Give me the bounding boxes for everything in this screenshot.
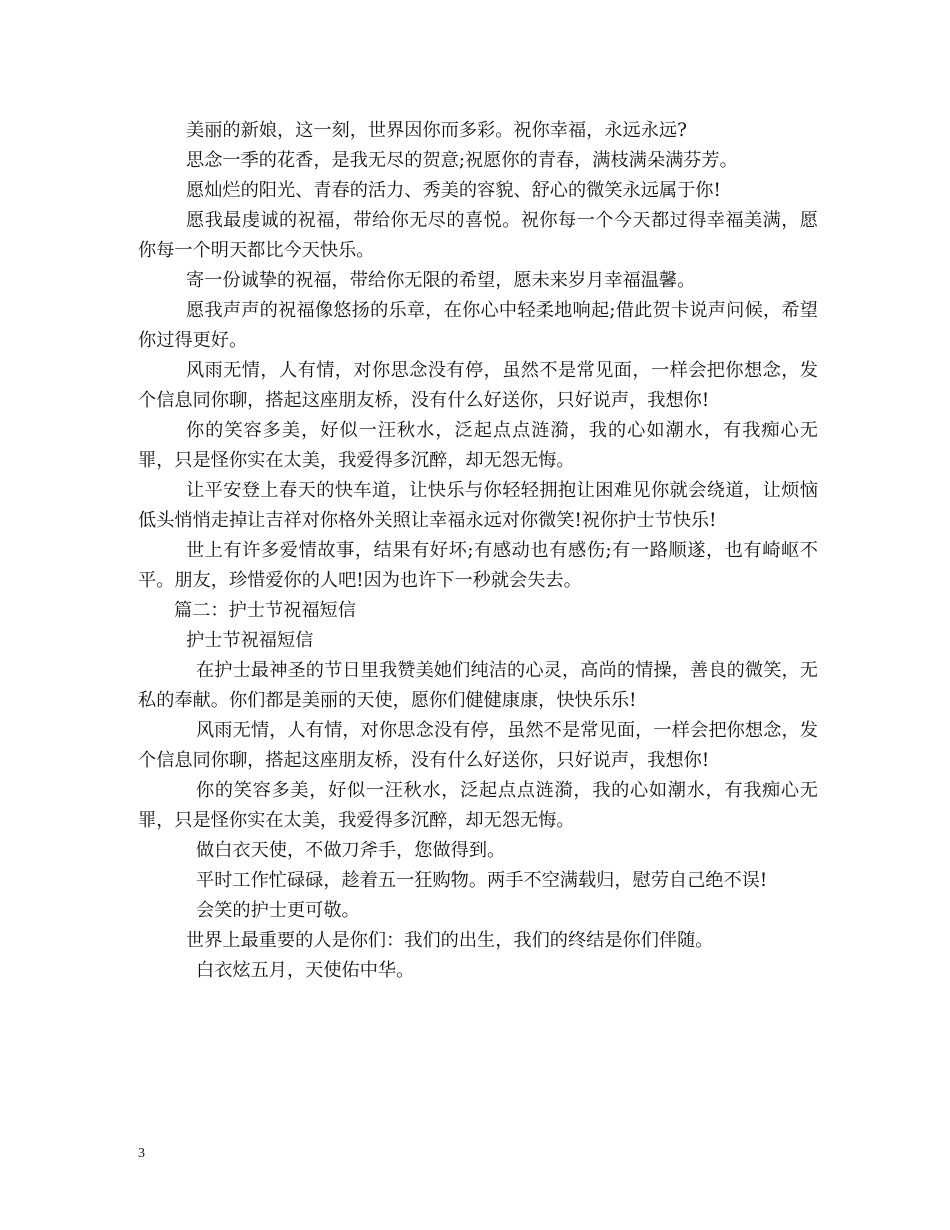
paragraph-20: 白衣炫五月，天使佑中华。 <box>196 960 415 981</box>
page-number: 3 <box>138 1146 145 1161</box>
paragraph-5: 寄一份诚挚的祝福，带给你无限的希望，愿未来岁月幸福温馨。 <box>186 270 696 291</box>
paragraph-18: 会笑的护士更可敬。 <box>196 900 360 921</box>
paragraph-7: 风雨无情，人有情，对你思念没有停，虽然不是常见面，一样会把你想念，发个信息同你聊，搭起这座朋友桥，没有什么好送你，只好说声，我想你! <box>138 360 818 411</box>
paragraph-17: 平时工作忙碌碌，趁着五一狂购物。两手不空满载归，慰劳自己绝不误! <box>196 870 768 891</box>
paragraph-9: 让平安登上春天的快车道，让快乐与你轻轻拥抱让困难见你就会绕道，让烦恼低头悄悄走掉让吉祥对你格外关照让幸福永远对你微笑!祝你护士节快乐! <box>138 480 818 531</box>
section-heading: 篇二：护士节祝福短信 <box>174 600 356 621</box>
paragraph-13: 在护士最神圣的节日里我赞美她们纯洁的心灵，高尚的情操，善良的微笑，无私的奉献。你们都是美丽的天使，愿你们健健康康，快快乐乐! <box>138 660 818 711</box>
paragraph-6: 愿我声声的祝福像悠扬的乐章，在你心中轻柔地响起;借此贺卡说声问候，希望你过得更好。 <box>138 300 818 351</box>
paragraph-2: 思念一季的花香，是我无尽的贺意;祝愿你的青春，满枝满朵满芬芳。 <box>186 150 738 171</box>
document-body <box>138 116 818 986</box>
paragraph-16: 做白衣天使，不做刀斧手，您做得到。 <box>196 840 506 861</box>
paragraph-4: 愿我最虔诚的祝福，带给你无尽的喜悦。祝你每一个今天都过得幸福美满，愿你每一个明天都比今天快乐。 <box>138 210 818 261</box>
section-subtitle: 护士节祝福短信 <box>186 630 314 651</box>
paragraph-19: 世界上最重要的人是你们：我们的出生，我们的终结是你们伴随。 <box>186 930 714 951</box>
paragraph-1: 美丽的新娘，这一刻，世界因你而多彩。祝你幸福，永远永远? <box>186 120 687 141</box>
paragraph-14: 风雨无情，人有情，对你思念没有停，虽然不是常见面，一样会把你想念，发个信息同你聊，搭起这座朋友桥，没有什么好送你，只好说声，我想你! <box>138 720 818 771</box>
paragraph-15: 你的笑容多美，好似一汪秋水，泛起点点涟漪，我的心如潮水，有我痴心无罪，只是怪你实在太美，我爱得多沉醉，却无怨无悔。 <box>138 780 818 831</box>
paragraph-10: 世上有许多爱情故事，结果有好坏;有感动也有感伤;有一路顺遂，也有崎岖不平。朋友，珍惜爱你的人吧!因为也许下一秒就会失去。 <box>138 540 818 591</box>
paragraph-8: 你的笑容多美，好似一汪秋水，泛起点点涟漪，我的心如潮水，有我痴心无罪，只是怪你实在太美，我爱得多沉醉，却无怨无悔。 <box>138 420 818 471</box>
paragraph-3: 愿灿烂的阳光、青春的活力、秀美的容貌、舒心的微笑永远属于你! <box>186 180 721 201</box>
